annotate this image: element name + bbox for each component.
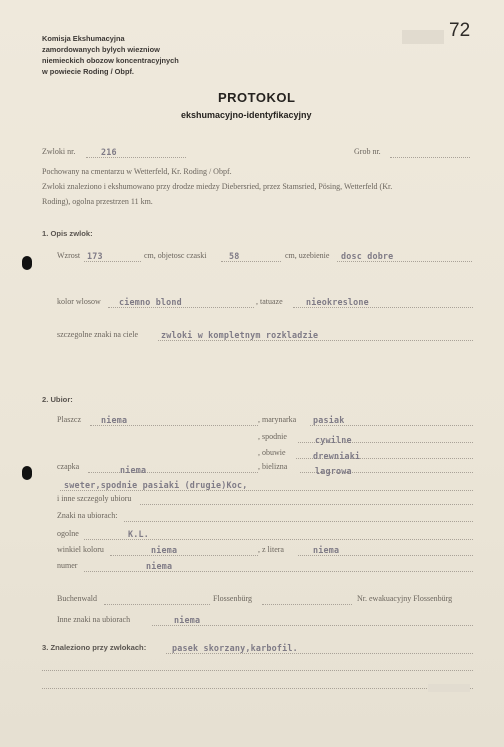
ewakuacyjny-label: Nr. ewakuacyjny Flossenbürg [357,594,453,603]
faded-stamp-bottom [428,684,470,692]
tatuaze-dots [293,307,473,308]
section3-dots-3 [42,688,473,689]
numer-dots [84,571,473,572]
winkiel-label: winkiel koloru [57,545,104,554]
inne-znaki-value: niema [174,615,201,625]
obuwie-label: , obuwie [258,448,286,457]
ogolne-dots [84,539,473,540]
znaki-dots [158,340,473,341]
flossenburg-label: Flossenbürg [213,594,252,603]
zwloki-dots [86,157,186,158]
found-text-line1: Zwloki znaleziono i ekshumowano przy drodze miedzy Diebersried, przez Stamsried, Pösing, Wetterfeld (Kr. [42,182,393,191]
inne-znaki-dots [152,625,473,626]
org-line-4: w powiecie Roding / Obpf. [42,67,134,76]
org-line-1: Komisja Ekshumacyjna [42,34,125,43]
wzrost-label: Wzrost [57,251,81,260]
org-line-3: niemieckich obozow koncentracyjnych [42,56,179,65]
faded-stamp-top [402,30,444,44]
section3-dots [166,653,473,654]
protocol-subtitle: ekshumacyjno-identyfikacyjny [181,110,312,120]
litera-dots [298,555,473,556]
zwloki-value: 216 [101,147,117,157]
numer-value: niema [146,561,173,571]
buried-text: Pochowany na cmentarzu w Wetterfeld, Kr. Roding / Obpf. [42,167,232,176]
plaszcz-label: Plaszcz [57,415,81,424]
plaszcz-value: niema [101,415,128,425]
wzrost-dots [84,261,141,262]
czapka-label: czapka [57,462,80,471]
bielizna-label: , bielizna [258,462,288,471]
objetosc-label: cm, objetosc czaski [144,251,207,260]
inne-dots-2 [140,504,473,505]
znaki-ubior-label: Znaki na ubiorach: [57,511,118,520]
inne-dots-1 [60,490,473,491]
org-line-2: zamordowanych bylych wiezniow [42,45,160,54]
grob-label: Grob nr. [354,147,381,156]
buchenwald-label: Buchenwald [57,594,97,603]
spodnie-label: , spodnie [258,432,287,441]
obuwie-value: drewniaki [313,451,361,461]
znaki-value: zwloki w kompletnym rozkladzie [161,330,319,340]
winkiel-dots [110,555,258,556]
czapka-value: niema [120,465,147,475]
section3-value: pasek skorzany,karbofil. [172,643,298,653]
section3-heading: 3. Znaleziono przy zwlokach: [42,643,147,652]
marynarka-value: pasiak [313,415,345,425]
objetosc-dots [221,261,281,262]
plaszcz-dots [90,425,258,426]
bielizna-value: lagrowa [315,466,352,476]
numer-label: numer [57,561,78,570]
section2-heading: 2. Ubior: [42,395,73,404]
inne-znaki-label: Inne znaki na ubiorach [57,615,131,624]
wlosy-dots [108,307,254,308]
winkiel-value: niema [151,545,178,555]
litera-label: , z litera [258,545,284,554]
objetosc-value: 58 [229,251,240,261]
zwloki-label: Zwloki nr. [42,147,76,156]
znaki-label: szczegolne znaki na ciele [57,330,139,339]
czapka-dots [88,472,258,473]
wlosy-value: ciemno blond [119,297,182,307]
grob-dots [390,157,470,158]
buchenwald-dots [104,604,210,605]
found-text-line2: Roding), ogolna przestrzen 11 km. [42,197,153,206]
uzebienie-dots [337,261,472,262]
punch-hole-top [22,256,32,270]
section3-dots-2 [42,670,473,671]
uzebienie-label: cm, uzebienie [285,251,330,260]
znaki-ubior-dots [124,521,473,522]
uzebienie-value: dosc dobre [341,251,394,261]
ogolne-label: ogolne [57,529,79,538]
section1-heading: 1. Opis zwlok: [42,229,93,238]
inne-label: i inne szczegoly ubioru [57,494,132,503]
marynarka-label: , marynarka [258,415,297,424]
tatuaze-label: , tatuaze [256,297,283,306]
litera-value: niema [313,545,340,555]
tatuaze-value: nieokreslone [306,297,369,307]
spodnie-value: cywilne [315,435,352,445]
protocol-title: PROTOKOL [218,90,296,105]
wzrost-value: 173 [87,251,103,261]
page-number: 72 [449,20,471,41]
ogolne-value: K.L. [128,529,149,539]
flossenburg-dots [262,604,352,605]
punch-hole-bottom [22,466,32,480]
wlosy-label: kolor wlosow [57,297,101,306]
inne-value: sweter,spodnie pasiaki (drugie)Koc, [64,480,248,490]
marynarka-dots [310,425,473,426]
